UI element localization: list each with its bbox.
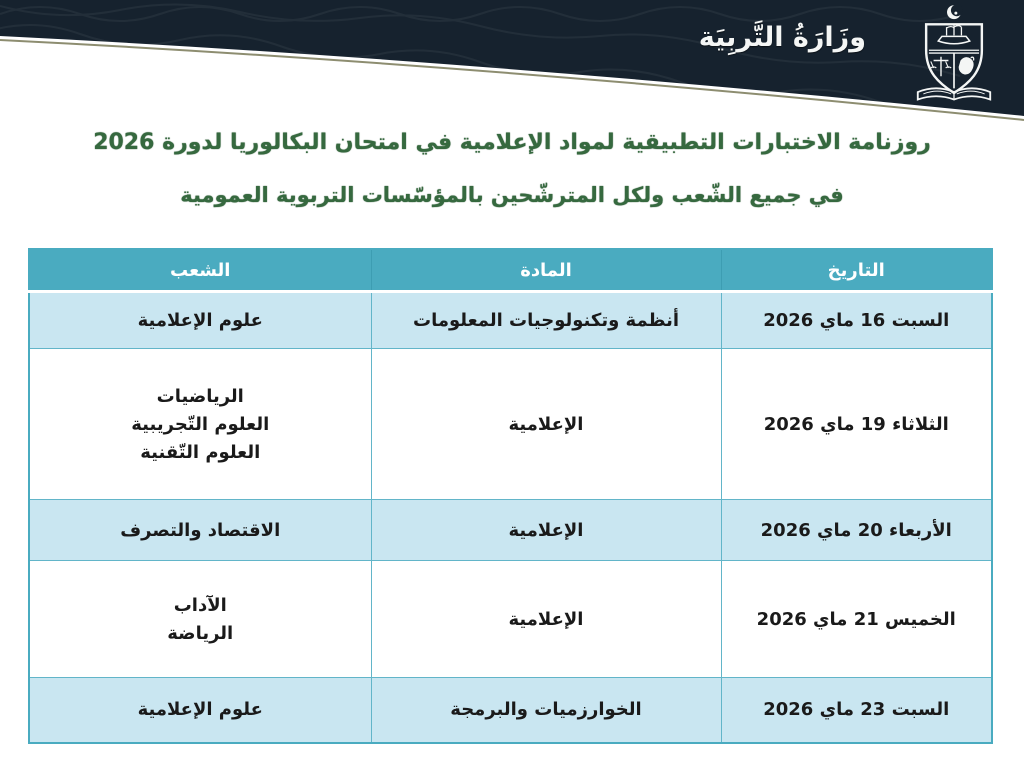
date-cell: الخميس 21 ماي 2026 [721,561,992,678]
subject-cell: الإعلامية [371,349,721,500]
branches-cell [29,678,371,743]
table-header-row [29,249,992,292]
branch-label: العلوم التّقنية [140,441,261,463]
branches-cell [29,500,371,561]
table-row [29,678,992,743]
branches-cell [29,349,371,500]
table-row [29,349,992,500]
branch-label: الآداب [173,594,227,616]
branches-cell [29,561,371,678]
header-band [0,0,1024,130]
title-line-2: في جميع الشّعب ولكل المترشّحين بالمؤسّسات التربوية العمومية [180,183,844,207]
ministry-logo [900,2,1008,106]
title-line-1: روزنامة الاختبارات التطبيقية لمواد الإعلامية في امتحان البكالوريا لدورة 2026 [93,130,931,155]
branch-label: الرياضة [167,622,234,644]
column-header-branches: الشعب [29,249,371,292]
date-cell: السبت 23 ماي 2026 [721,678,992,743]
ministry-name: وزَارَةُ التَّربِيَة [698,22,866,53]
branch-label: علوم الإعلامية [137,699,263,721]
branch-label: الاقتصاد والتصرف [120,519,281,541]
branch-label: الرياضيات [156,385,244,407]
date-cell: السبت 16 ماي 2026 [721,292,992,349]
branch-label: العلوم التّجريبية [131,413,270,435]
subject-cell: الخوارزميات والبرمجة [371,678,721,743]
page-title [0,130,1024,207]
exam-schedule-table-wrap [28,248,991,744]
branch-label: علوم الإعلامية [137,310,263,331]
exam-schedule-table [28,248,993,744]
date-cell: الأربعاء 20 ماي 2026 [721,500,992,561]
date-cell: الثلاثاء 19 ماي 2026 [721,349,992,500]
subject-cell: الإعلامية [371,500,721,561]
tunisia-coat-of-arms-icon [900,2,1008,106]
column-header-date: التاريخ [721,249,992,292]
table-row [29,561,992,678]
exam-table-body [29,292,992,743]
header-band-shape [0,0,1024,130]
column-header-subject: المادة [371,249,721,292]
branches-cell [29,292,371,349]
table-row [29,292,992,349]
subject-cell: الإعلامية [371,561,721,678]
subject-cell: أنظمة وتكنولوجيات المعلومات [371,292,721,349]
table-row [29,500,992,561]
